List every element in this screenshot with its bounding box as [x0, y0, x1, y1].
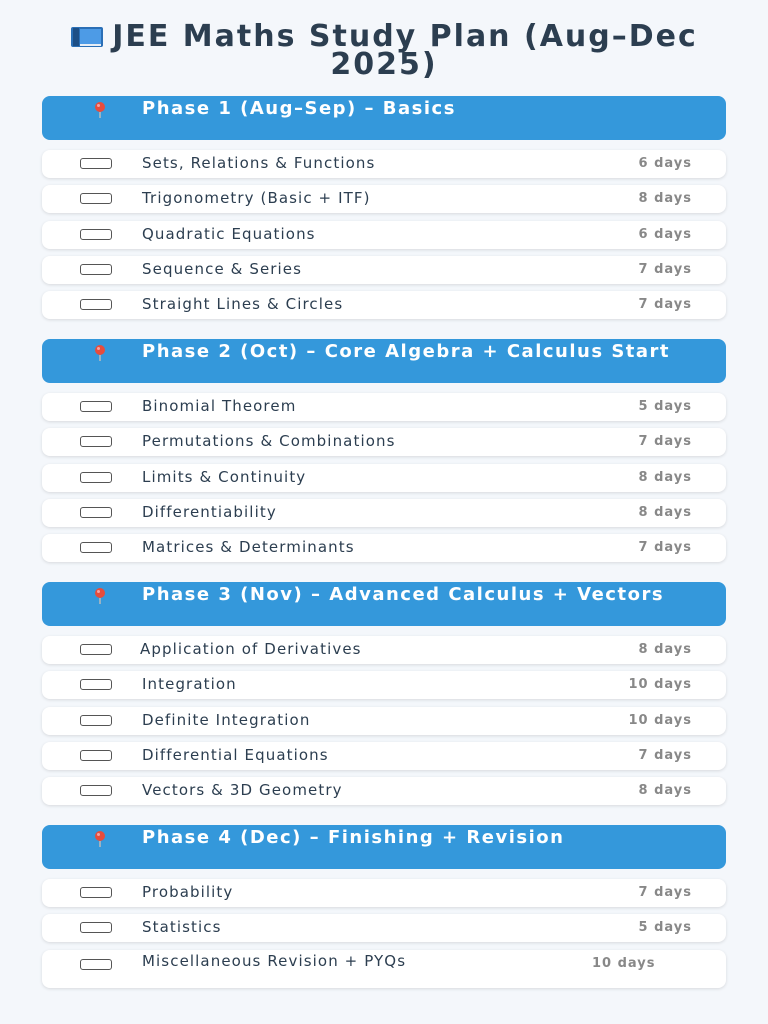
topic-duration: 7 days	[638, 540, 692, 556]
topic-duration: 7 days	[638, 434, 692, 450]
topic-duration: 10 days	[592, 955, 656, 971]
phase-title: Phase 3 (Nov) – Advanced Calculus + Vectors	[142, 584, 665, 605]
checkbox-icon[interactable]	[80, 401, 112, 412]
topic-duration: 6 days	[638, 226, 692, 242]
topic-item[interactable]	[42, 291, 726, 319]
topic-name: Limits & Continuity	[142, 467, 307, 486]
topic-name: Statistics	[142, 918, 222, 937]
topic-name: Definite Integration	[142, 710, 311, 729]
topic-item[interactable]	[42, 707, 726, 735]
topic-name: Application of Derivatives	[140, 640, 362, 658]
topic-duration: 8 days	[638, 504, 692, 520]
topic-item[interactable]	[42, 256, 726, 284]
phase-header	[42, 339, 726, 383]
topic-item[interactable]	[42, 185, 726, 213]
checkbox-icon[interactable]	[80, 158, 112, 169]
topic-item[interactable]	[42, 428, 726, 456]
phase-header	[42, 825, 726, 869]
topic-name: Miscellaneous Revision + PYQs	[142, 951, 407, 970]
topic-item[interactable]	[42, 464, 726, 492]
topic-name: Sequence & Series	[142, 259, 303, 278]
checkbox-icon[interactable]	[80, 193, 112, 204]
phase-3	[42, 582, 726, 812]
topic-name: Sets, Relations & Functions	[142, 154, 376, 172]
checkbox-icon[interactable]	[80, 229, 112, 240]
topic-duration: 5 days	[638, 920, 692, 936]
topic-item[interactable]	[42, 499, 726, 527]
topic-item[interactable]	[42, 914, 726, 942]
topic-item[interactable]	[42, 636, 726, 664]
topic-item[interactable]	[42, 393, 726, 421]
pushpin-icon	[92, 344, 108, 362]
topic-name: Differential Equations	[142, 745, 329, 764]
topic-duration: 5 days	[638, 399, 692, 414]
checkbox-icon[interactable]	[80, 785, 112, 796]
topic-duration: 7 days	[638, 297, 692, 313]
phase-title: Phase 1 (Aug–Sep) – Basics	[142, 98, 456, 119]
phase-4	[42, 825, 726, 995]
phase-header	[42, 582, 726, 626]
checkbox-icon[interactable]	[80, 887, 112, 898]
phase-title: Phase 2 (Oct) – Core Algebra + Calculus Start	[142, 341, 671, 362]
checkbox-icon[interactable]	[80, 679, 112, 690]
pushpin-icon	[92, 587, 108, 605]
topic-duration: 8 days	[638, 469, 692, 485]
topic-item[interactable]	[42, 150, 726, 178]
topic-duration: 6 days	[638, 156, 692, 171]
topic-item[interactable]	[42, 950, 726, 988]
topic-duration: 7 days	[638, 747, 692, 763]
topic-name: Straight Lines & Circles	[142, 295, 344, 314]
phase-2	[42, 339, 726, 569]
topic-item[interactable]	[42, 742, 726, 770]
topic-duration: 10 days	[628, 712, 692, 728]
checkbox-icon[interactable]	[80, 264, 112, 275]
pushpin-icon	[92, 101, 108, 119]
pushpin-icon	[92, 830, 108, 848]
topic-duration: 10 days	[628, 677, 692, 693]
checkbox-icon[interactable]	[80, 299, 112, 310]
checkbox-icon[interactable]	[80, 715, 112, 726]
topic-name: Trigonometry (Basic + ITF)	[142, 189, 371, 208]
topic-name: Matrices & Determinants	[142, 538, 355, 557]
topic-name: Integration	[142, 675, 237, 694]
checkbox-icon[interactable]	[80, 507, 112, 518]
topic-item[interactable]	[42, 534, 726, 562]
topic-item[interactable]	[42, 671, 726, 699]
topic-name: Vectors & 3D Geometry	[142, 781, 343, 800]
checkbox-icon[interactable]	[80, 472, 112, 483]
topic-item[interactable]	[42, 879, 726, 907]
topic-name: Permutations & Combinations	[142, 432, 396, 451]
topic-name: Probability	[142, 883, 234, 901]
topic-item[interactable]	[42, 777, 726, 805]
phase-1	[42, 96, 726, 326]
page-title-text: JEE Maths Study Plan (Aug–Dec 2025)	[112, 19, 698, 82]
topic-item[interactable]	[42, 221, 726, 249]
phase-header	[42, 96, 726, 140]
phase-title: Phase 4 (Dec) – Finishing + Revision	[142, 827, 565, 848]
topic-duration: 8 days	[638, 191, 692, 207]
topic-name: Binomial Theorem	[142, 397, 297, 415]
topic-duration: 8 days	[638, 783, 692, 799]
checkbox-icon[interactable]	[80, 750, 112, 761]
checkbox-icon[interactable]	[80, 436, 112, 447]
checkbox-icon[interactable]	[80, 644, 112, 655]
topic-duration: 7 days	[638, 261, 692, 277]
checkbox-icon[interactable]	[80, 922, 112, 933]
topic-duration: 7 days	[638, 885, 692, 900]
topic-name: Quadratic Equations	[142, 224, 316, 243]
page-title	[40, 19, 728, 82]
book-icon	[70, 25, 104, 52]
topic-duration: 8 days	[638, 642, 692, 657]
topic-name: Differentiability	[142, 502, 277, 521]
checkbox-icon[interactable]	[80, 542, 112, 553]
